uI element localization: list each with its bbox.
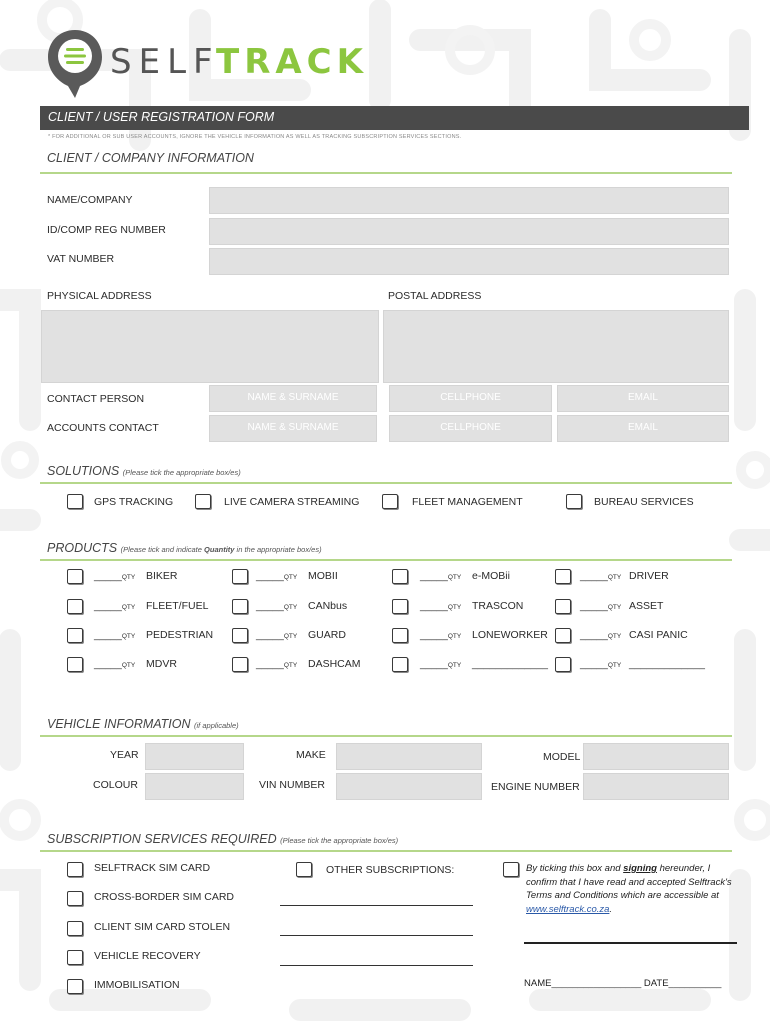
fleet-management-checkbox[interactable]: [382, 494, 398, 509]
contact-email-placeholder: EMAIL: [627, 392, 658, 403]
postal-address-label: POSTAL ADDRESS: [388, 290, 482, 302]
product-1-2-checkbox[interactable]: [392, 599, 408, 614]
product-2-0-qty[interactable]: _____QTY: [94, 630, 136, 641]
product-2-1-label: GUARD: [308, 629, 346, 641]
contact-person-label: CONTACT PERSON: [47, 393, 145, 405]
cross-border-sim-label: CROSS-BORDER SIM CARD: [94, 891, 235, 903]
product-2-3-qty[interactable]: _____QTY: [580, 630, 622, 641]
product-0-0-qty[interactable]: _____QTY: [94, 571, 136, 582]
live-camera-label: LIVE CAMERA STREAMING: [224, 496, 360, 508]
vin-label: VIN NUMBER: [259, 779, 325, 791]
live-camera-checkbox[interactable]: [195, 494, 211, 509]
product-3-1-label: DASHCAM: [308, 658, 361, 670]
brand-name-track: TRACK: [216, 42, 368, 82]
product-2-2-qty[interactable]: _____QTY: [420, 630, 462, 641]
product-3-2-checkbox[interactable]: [392, 657, 408, 672]
solutions-title: [47, 464, 241, 478]
product-1-2-qty[interactable]: _____QTY: [420, 601, 462, 612]
product-3-0-label: MDVR: [146, 658, 177, 670]
colour-label: COLOUR: [93, 779, 138, 791]
solutions-hint: (Please tick the appropriate box/es): [122, 468, 241, 477]
product-2-2-checkbox[interactable]: [392, 628, 408, 643]
product-0-2-checkbox[interactable]: [392, 569, 408, 584]
product-2-1-checkbox[interactable]: [232, 628, 248, 643]
vehicle-recovery-checkbox[interactable]: [67, 950, 83, 965]
product-2-0-checkbox[interactable]: [67, 628, 83, 643]
terms-text: By ticking this box and signing hereunder, I confirm that I have read and accepted Selftrack's Terms and Conditions which are accessible at www.selftrack.co.za.: [526, 863, 732, 915]
immobilisation-checkbox[interactable]: [67, 979, 83, 994]
subscriptions-title-text: SUBSCRIPTION SERVICES REQUIRED: [47, 832, 277, 846]
product-1-1-checkbox[interactable]: [232, 599, 248, 614]
product-0-0-checkbox[interactable]: [67, 569, 83, 584]
subscriptions-title: [47, 832, 398, 846]
subscriptions-hint: (Please tick the appropriate box/es): [280, 836, 399, 845]
product-0-2-label: e-MOBii: [472, 570, 510, 582]
make-field[interactable]: [336, 743, 482, 770]
contact-name-placeholder: NAME & SURNAME: [247, 392, 339, 403]
bureau-services-checkbox[interactable]: [566, 494, 582, 509]
accounts-contact-label: ACCOUNTS CONTACT: [47, 422, 159, 434]
product-3-2-qty[interactable]: _____QTY: [420, 659, 462, 670]
year-label: YEAR: [110, 749, 139, 761]
immobilisation-label: IMMOBILISATION: [94, 979, 180, 991]
vehicle-hint: (if applicable): [194, 721, 239, 730]
name-company-label: NAME/COMPANY: [47, 194, 133, 206]
product-2-3-checkbox[interactable]: [555, 628, 571, 643]
client-sim-stolen-checkbox[interactable]: [67, 921, 83, 936]
client-sim-stolen-label: CLIENT SIM CARD STOLEN: [94, 921, 231, 933]
section-divider: [40, 559, 732, 561]
product-1-1-qty[interactable]: _____QTY: [256, 601, 298, 612]
model-label: MODEL: [543, 751, 581, 763]
product-1-1-label: CANbus: [308, 600, 348, 612]
location-pin-icon: [44, 26, 106, 102]
name-date-line: NAME_________________ DATE__________: [524, 978, 722, 989]
product-0-3-checkbox[interactable]: [555, 569, 571, 584]
product-0-3-label: DRIVER: [629, 570, 669, 582]
other-subscription-line-3[interactable]: [280, 965, 473, 966]
product-0-0-label: BIKER: [146, 570, 178, 582]
product-3-0-checkbox[interactable]: [67, 657, 83, 672]
product-3-1-checkbox[interactable]: [232, 657, 248, 672]
vin-field[interactable]: [336, 773, 482, 800]
year-field[interactable]: [145, 743, 244, 770]
physical-address-field[interactable]: [41, 310, 379, 383]
other-subscription-line-1[interactable]: [280, 905, 473, 906]
product-0-3-qty[interactable]: _____QTY: [580, 571, 622, 582]
name-company-field[interactable]: [209, 187, 729, 214]
gps-tracking-checkbox[interactable]: [67, 494, 83, 509]
products-hint: (Please tick and indicate Quantity in the appropriate box/es): [120, 545, 322, 554]
terms-link[interactable]: www.selftrack.co.za: [526, 903, 610, 915]
other-subscription-line-2[interactable]: [280, 935, 473, 936]
product-0-1-label: MOBII: [308, 570, 338, 582]
product-1-3-checkbox[interactable]: [555, 599, 571, 614]
accounts-cell-placeholder: CELLPHONE: [440, 422, 501, 433]
cross-border-sim-checkbox[interactable]: [67, 891, 83, 906]
product-0-1-checkbox[interactable]: [232, 569, 248, 584]
vehicle-title-text: VEHICLE INFORMATION: [47, 717, 191, 731]
solutions-title-text: SOLUTIONS: [47, 464, 120, 478]
make-label: MAKE: [296, 749, 326, 761]
product-1-2-label: TRASCON: [472, 600, 524, 612]
products-title-text: PRODUCTS: [47, 541, 118, 555]
product-1-3-label: ASSET: [629, 600, 664, 612]
product-1-3-qty[interactable]: _____QTY: [580, 601, 622, 612]
form-title: CLIENT / USER REGISTRATION FORM: [40, 106, 749, 130]
product-2-2-label: LONEWORKER: [472, 629, 548, 641]
other-subscriptions-checkbox[interactable]: [296, 862, 312, 877]
products-title: [47, 541, 322, 555]
model-field[interactable]: [583, 743, 729, 770]
gps-tracking-label: GPS TRACKING: [94, 496, 174, 508]
id-reg-field[interactable]: [209, 218, 729, 245]
product-1-0-qty[interactable]: _____QTY: [94, 601, 136, 612]
brand-name-self: SELF: [110, 42, 220, 82]
product-3-3-qty[interactable]: _____QTY: [580, 659, 622, 670]
section-divider: [40, 172, 732, 174]
form-note: * FOR ADDITIONAL OR SUB USER ACCOUNTS, IGNORE THE VEHICLE INFORMATION AS WELL AS TRACKING SUBSCRIPTION SERVICES SECTIONS.: [48, 134, 462, 140]
section-divider: [40, 482, 732, 484]
other-subscriptions-label: OTHER SUBSCRIPTIONS:: [326, 864, 455, 876]
product-0-2-qty[interactable]: _____QTY: [420, 571, 462, 582]
product-3-1-qty[interactable]: _____QTY: [256, 659, 298, 670]
product-3-3-checkbox[interactable]: [555, 657, 571, 672]
product-1-0-label: FLEET/FUEL: [146, 600, 209, 612]
fleet-management-label: FLEET MANAGEMENT: [412, 496, 523, 508]
product-0-1-qty[interactable]: _____QTY: [256, 571, 298, 582]
product-3-2-label: _____________: [472, 658, 548, 670]
signature-line[interactable]: [524, 942, 737, 944]
engine-field[interactable]: [583, 773, 729, 800]
colour-field[interactable]: [145, 773, 244, 800]
product-2-0-label: PEDESTRIAN: [146, 629, 214, 641]
postal-address-field[interactable]: [383, 310, 729, 383]
contact-cell-placeholder: CELLPHONE: [440, 392, 501, 403]
section-divider: [40, 850, 732, 852]
client-section-title: CLIENT / COMPANY INFORMATION: [47, 151, 254, 165]
physical-address-label: PHYSICAL ADDRESS: [47, 290, 152, 302]
product-3-3-label: _____________: [629, 658, 705, 670]
section-divider: [40, 735, 732, 737]
product-2-3-label: CASI PANIC: [629, 629, 688, 641]
bureau-services-label: BUREAU SERVICES: [594, 496, 694, 508]
accounts-name-placeholder: NAME & SURNAME: [247, 422, 339, 433]
product-1-0-checkbox[interactable]: [67, 599, 83, 614]
selftrack-sim-label: SELFTRACK SIM CARD: [94, 862, 211, 874]
vehicle-recovery-label: VEHICLE RECOVERY: [94, 950, 201, 962]
product-2-1-qty[interactable]: _____QTY: [256, 630, 298, 641]
vat-label: VAT NUMBER: [47, 253, 115, 265]
terms-checkbox[interactable]: [503, 862, 519, 877]
vat-field[interactable]: [209, 248, 729, 275]
engine-label: ENGINE NUMBER: [491, 781, 580, 793]
product-3-0-qty[interactable]: _____QTY: [94, 659, 136, 670]
selftrack-sim-checkbox[interactable]: [67, 862, 83, 877]
id-reg-label: ID/COMP REG NUMBER: [47, 224, 166, 236]
accounts-email-placeholder: EMAIL: [627, 422, 658, 433]
vehicle-title: [47, 717, 239, 731]
